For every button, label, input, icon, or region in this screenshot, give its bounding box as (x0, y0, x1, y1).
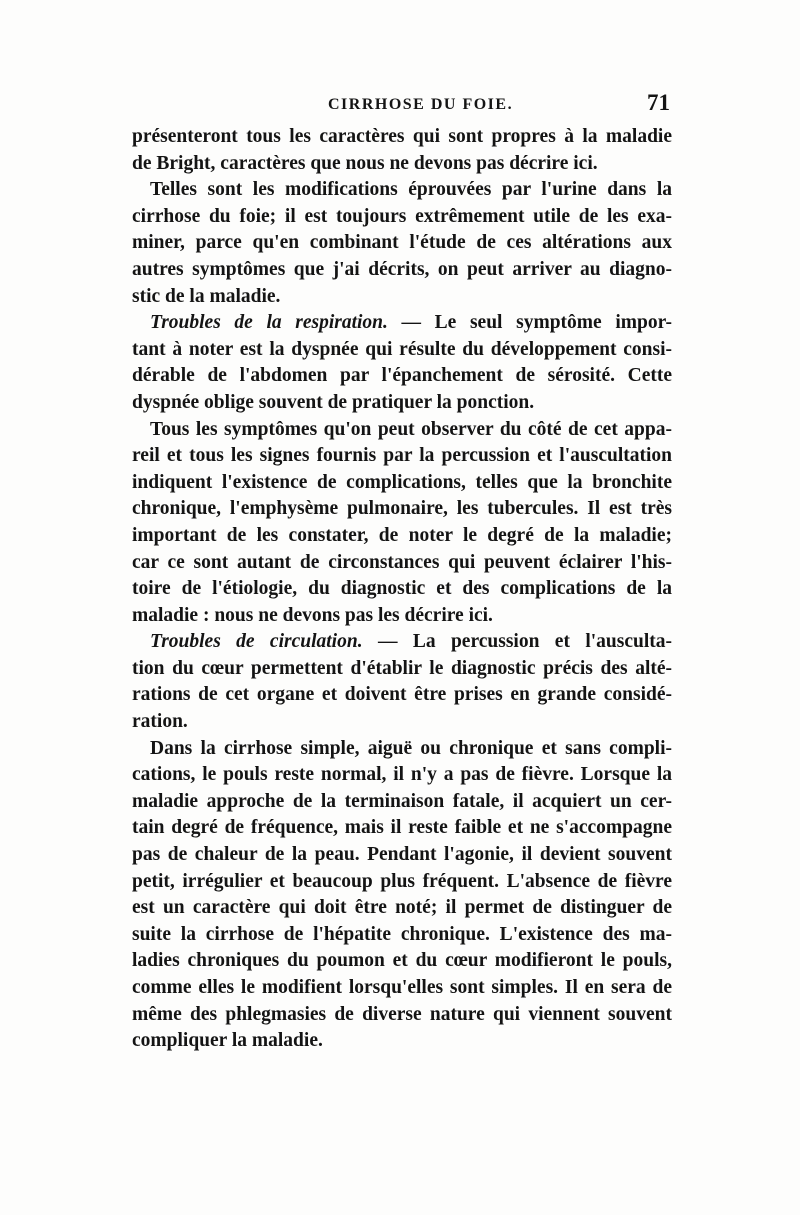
text-line (132, 869, 672, 896)
text-line (132, 1028, 672, 1055)
line-text: comme elles le modifient lorsqu'elles sont simples. Il en sera de (132, 977, 672, 998)
section-rubric: Troubles de circulation. (150, 631, 363, 653)
line-text: même des phlegmasies de diverse nature qui viennent souvent (132, 1003, 672, 1025)
line-text: reil et tous les signes fournis par la percussion et l'auscultation (132, 445, 672, 467)
text-line (132, 656, 672, 683)
text-line (132, 204, 672, 231)
line-text: suite la cirrhose de l'hépatite chronique. L'existence des ma- (132, 923, 672, 945)
line-text: tant à noter est la dyspnée qui résulte du développement consi- (132, 338, 672, 360)
text-line (132, 922, 672, 949)
line-text: petit, irrégulier et beaucoup plus fréquent. L'absence de fièvre (132, 870, 672, 892)
line-text: Dans la cirrhose simple, aiguë ou chronique et sans compli- (150, 737, 672, 759)
text-line (132, 762, 672, 789)
line-text: — Le seul symptôme impor- (387, 312, 672, 334)
text-line (132, 124, 672, 151)
text-line (132, 948, 672, 975)
text-line (132, 470, 672, 497)
line-text: dérable de l'abdomen par l'épanchement de sérosité. Cette (132, 365, 672, 387)
text-line (132, 895, 672, 922)
running-head (132, 92, 672, 124)
line-text: indiquent l'existence de complications, telles que la bronchite (132, 471, 672, 493)
text-line (132, 310, 672, 337)
line-text: présenteront tous les caractères qui sont propres à la maladie (132, 126, 672, 147)
text-line (132, 230, 672, 257)
text-line (132, 736, 672, 763)
line-text: chronique, l'emphysème pulmonaire, les tubercules. Il est très (132, 498, 672, 520)
line-text: important de les constater, de noter le degré de la maladie; (132, 524, 672, 546)
line-text: maladie approche de la terminaison fatale, il acquiert un cer- (132, 790, 672, 812)
line-text: dyspnée oblige souvent de pratiquer la ponction. (132, 391, 535, 413)
line-text: ladies chroniques du poumon et du cœur modifieront le pouls, (132, 950, 672, 972)
line-text: est un caractère qui doit être noté; il permet de distinguer de (132, 897, 672, 919)
text-line (132, 363, 672, 390)
line-text: ration. (132, 711, 188, 733)
line-text: rations de cet organe et doivent être prises en grande considé- (132, 684, 672, 706)
text-line (132, 709, 672, 736)
text-line (132, 177, 672, 204)
text-line (132, 975, 672, 1002)
line-text: Tous les symptômes qu'on peut observer du côté de cet appa- (150, 418, 672, 440)
section-rubric: Troubles de la respiration. (150, 312, 388, 334)
line-text: de Bright, caractères que nous ne devons pas décrire ici. (132, 152, 598, 174)
line-text: — La percussion et l'ausculta- (362, 631, 673, 653)
line-text: miner, parce qu'en combinant l'étude de ces altérations aux (132, 232, 672, 254)
line-text: compliquer la maladie. (132, 1030, 323, 1052)
text-line (132, 257, 672, 284)
line-text: car ce sont autant de circonstances qui peuvent éclairer l'his- (132, 551, 672, 573)
line-text: maladie : nous ne devons pas les décrire ici. (132, 604, 493, 626)
text-line (132, 1002, 672, 1029)
text-line (132, 443, 672, 470)
line-text: tion du cœur permettent d'établir le diagnostic précis des alté- (132, 657, 672, 679)
text-line (132, 523, 672, 550)
text-line (132, 576, 672, 603)
running-title: CIRRHOSE DU FOIE. (328, 96, 514, 113)
line-text: stic de la maladie. (132, 285, 281, 307)
text-line (132, 417, 672, 444)
line-text: Telles sont les modifications éprouvées par l'urine dans la (150, 179, 672, 201)
text-line (132, 682, 672, 709)
text-line (132, 629, 672, 656)
text-line (132, 789, 672, 816)
page-number: 71 (647, 90, 670, 115)
line-text: cations, le pouls reste normal, il n'y a pas de fièvre. Lorsque la (132, 764, 672, 786)
text-line (132, 815, 672, 842)
text-line (132, 842, 672, 869)
line-text: tain degré de fréquence, mais il reste faible et ne s'accompagne (132, 817, 672, 839)
line-text: toire de l'étiologie, du diagnostic et des complications de la (132, 578, 672, 600)
text-line (132, 284, 672, 311)
line-text: cirrhose du foie; il est toujours extrêmement utile de les exa- (132, 205, 672, 227)
text-line (132, 390, 672, 417)
text-line (132, 337, 672, 364)
line-text: pas de chaleur de la peau. Pendant l'agonie, il devient souvent (132, 844, 672, 866)
text-line (132, 550, 672, 577)
text-line (132, 603, 672, 630)
line-text: autres symptômes que j'ai décrits, on peut arriver au diagno- (132, 258, 672, 280)
text-line (132, 151, 672, 178)
text-line (132, 496, 672, 523)
body-text (132, 124, 672, 1055)
